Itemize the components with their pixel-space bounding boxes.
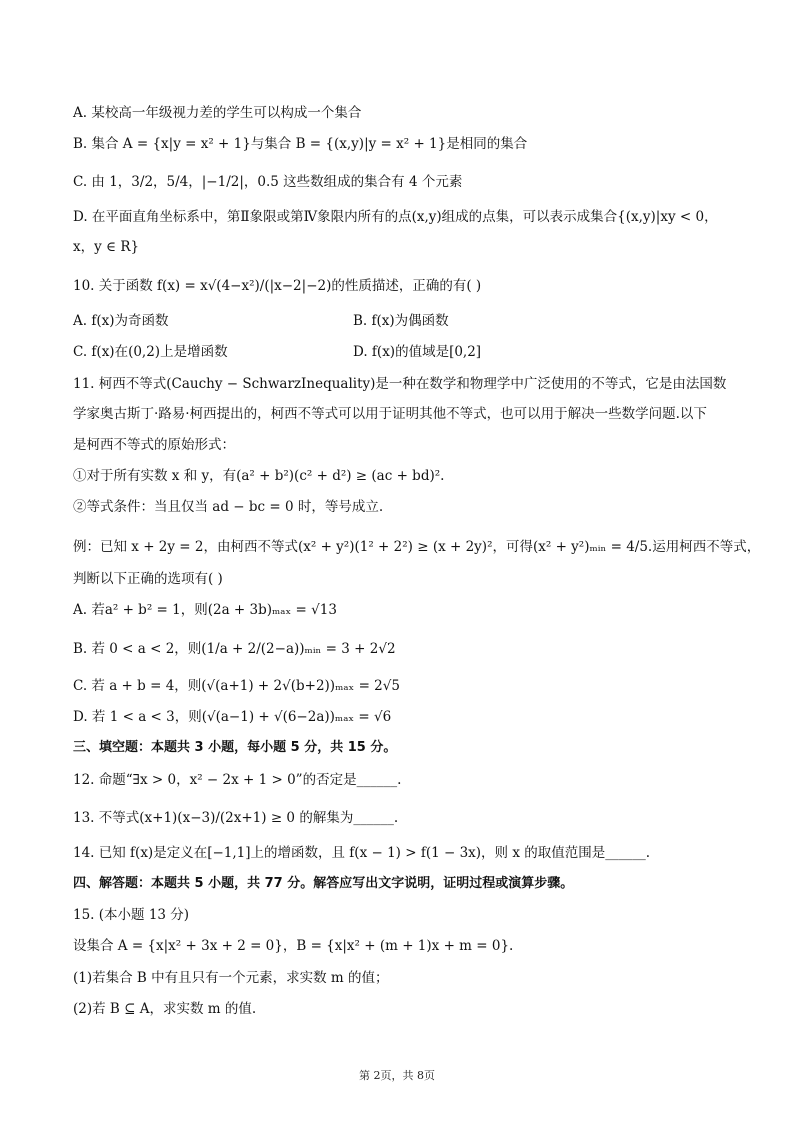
q11-option-c: C. 若 a + b = 4，则(√(a+1) + 2√(b+2))ₘₐₓ = 2√5	[73, 678, 400, 694]
q10-stem: 10. 关于函数 f(x) = x√(4−x²)/(|x−2|−2)的性质描述，正确的有( )	[73, 278, 482, 294]
q11-option-a: A. 若a² + b² = 1，则(2a + 3b)ₘₐₓ = √13	[73, 602, 337, 618]
section3-heading: 三、填空题：本题共 3 小题，每小题 5 分，共 15 分。	[73, 740, 397, 755]
q9-option-d-line1: D. 在平面直角坐标系中，第Ⅱ象限或第Ⅳ象限内所有的点(x,y)组成的点集，可以表示成集合{(x,y)|xy < 0，	[73, 209, 718, 225]
q10-option-a: A. f(x)为奇函数	[73, 313, 169, 329]
q11-stem-line1: 11. 柯西不等式(Cauchy − SchwarzInequality)是一种在数学和物理学中广泛使用的不等式，它是由法国数	[73, 376, 727, 392]
q11-stem-line2: 学家奥古斯丁·路易·柯西提出的，柯西不等式可以用于证明其他不等式，也可以用于解决一些数学问题.以下	[73, 406, 707, 422]
q11-option-d: D. 若 1 < a < 3，则(√(a−1) + √(6−2a))ₘₐₓ = √6	[73, 709, 392, 725]
q15-stem: 设集合 A = {x|x² + 3x + 2 = 0}，B = {x|x² + (m + 1)x + m = 0}.	[73, 938, 514, 954]
q10-option-c: C. f(x)在(0,2)上是增函数	[73, 344, 228, 360]
q11-point-1: ①对于所有实数 x 和 y，有(a² + b²)(c² + d²) ≥ (ac + bd)².	[73, 468, 445, 484]
q13: 13. 不等式(x+1)(x−3)/(2x+1) ≥ 0 的解集为______.	[73, 810, 399, 826]
q12: 12. 命题“∃x > 0，x² − 2x + 1 > 0”的否定是______.	[73, 772, 402, 788]
q15-part1: (1)若集合 B 中有且只有一个元素，求实数 m 的值；	[73, 970, 389, 986]
q10-option-b: B. f(x)为偶函数	[353, 313, 449, 329]
q14: 14. 已知 f(x)是定义在[−1,1]上的增函数，且 f(x − 1) > f(1 − 3x)，则 x 的取值范围是______.	[73, 845, 651, 861]
section4-heading: 四、解答题：本题共 5 小题，共 77 分。解答应写出文字说明，证明过程或演算步骤。	[73, 876, 574, 891]
q9-option-a: A. 某校高一年级视力差的学生可以构成一个集合	[73, 105, 362, 121]
q15-header: 15. (本小题 13 分)	[73, 907, 190, 923]
q11-stem-line3: 是柯西不等式的原始形式：	[73, 437, 235, 453]
q9-option-c: C. 由 1，3/2，5/4，|−1/2|，0.5 这些数组成的集合有 4 个元素	[73, 174, 463, 190]
q9-option-b: B. 集合 A = {x|y = x² + 1}与集合 B = {(x,y)|y = x² + 1}是相同的集合	[73, 136, 528, 152]
q11-example-line2: 判断以下正确的选项有( )	[73, 571, 223, 587]
q11-point-2: ②等式条件：当且仅当 ad − bc = 0 时，等号成立.	[73, 499, 384, 515]
page-footer: 第 2页，共 8页	[359, 1069, 435, 1082]
q9-option-d-line2: x，y ∈ R}	[73, 239, 140, 255]
q11-example-line1: 例：已知 x + 2y = 2，由柯西不等式(x² + y²)(1² + 2²) ≥ (x + 2y)²，可得(x² + y²)ₘᵢₙ = 4/5.运用柯西不等式，	[73, 539, 761, 555]
q15-part2: (2)若 B ⊆ A，求实数 m 的值.	[73, 1001, 257, 1017]
q11-option-b: B. 若 0 < a < 2，则(1/a + 2/(2−a))ₘᵢₙ = 3 + 2√2	[73, 641, 396, 657]
q10-option-d: D. f(x)的值域是[0,2]	[353, 344, 482, 360]
